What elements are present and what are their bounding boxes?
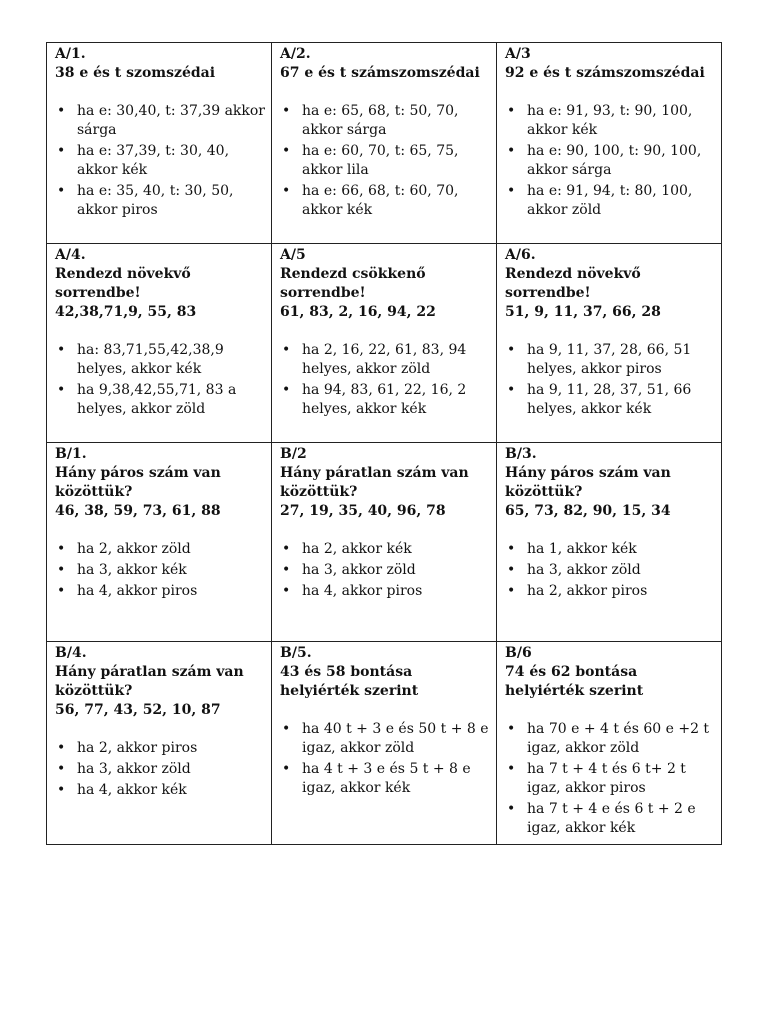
task-card	[47, 443, 272, 642]
answer-option: • ha: 83,71,55,42,38,9 helyes, akkor kék	[77, 341, 265, 379]
task-card	[47, 43, 272, 244]
answer-option: • ha 4, akkor piros	[302, 582, 490, 601]
answer-options-list	[505, 720, 715, 838]
card-row	[47, 443, 722, 642]
answer-options-list	[280, 341, 490, 419]
answer-option: • ha 9,38,42,55,71, 83 a helyes, akkor zöld	[77, 381, 265, 419]
answer-option: • ha 1, akkor kék	[527, 540, 715, 559]
answer-option: • ha e: 37,39, t: 30, 40, akkor kék	[77, 142, 265, 180]
answer-option: • ha 4, akkor kék	[77, 781, 265, 800]
card-task-text: 43 és 58 bontása helyiérték szerint	[280, 664, 419, 699]
answer-option: • ha 9, 11, 28, 37, 51, 66 helyes, akkor kék	[527, 381, 715, 419]
card-row	[47, 43, 722, 244]
card-task-text: Rendezd növekvő sorrendbe!	[55, 266, 191, 301]
task-card	[272, 642, 497, 845]
answer-options-list	[55, 102, 265, 220]
answer-options-list	[55, 739, 265, 800]
card-task-text: Hány páratlan szám van közöttük?	[55, 664, 244, 699]
task-card-table	[46, 42, 722, 845]
answer-option: • ha 7 t + 4 t és 6 t+ 2 t igaz, akkor piros	[527, 760, 715, 798]
card-code: B/2	[280, 446, 307, 462]
answer-option: • ha 7 t + 4 e és 6 t + 2 e igaz, akkor kék	[527, 800, 715, 838]
answer-option: • ha 3, akkor zöld	[527, 561, 715, 580]
answer-option: • ha 3, akkor zöld	[77, 760, 265, 779]
answer-option: • ha 70 e + 4 t és 60 e +2 t igaz, akkor zöld	[527, 720, 715, 758]
card-task-text: 51, 9, 11, 37, 66, 28	[505, 304, 661, 320]
task-card	[272, 43, 497, 244]
card-task-text: 38 e és t szomszédai	[55, 65, 216, 81]
card-code: A/5	[280, 247, 306, 263]
answer-options-list	[55, 540, 265, 601]
card-task-text: Hány páros szám van közöttük?	[55, 465, 221, 500]
card-code: B/6	[505, 645, 532, 661]
task-card	[47, 244, 272, 443]
task-card	[497, 443, 722, 642]
answer-option: • ha 2, akkor kék	[302, 540, 490, 559]
card-task-text: Rendezd növekvő sorrendbe!	[505, 266, 641, 301]
task-card	[497, 43, 722, 244]
answer-option: • ha e: 91, 93, t: 90, 100, akkor kék	[527, 102, 715, 140]
card-code: A/6.	[505, 247, 536, 263]
answer-option: • ha e: 35, 40, t: 30, 50, akkor piros	[77, 182, 265, 220]
answer-option: • ha 94, 83, 61, 22, 16, 2 helyes, akkor kék	[302, 381, 490, 419]
card-row	[47, 642, 722, 845]
card-task-text: Hány páratlan szám van közöttük?	[280, 465, 469, 500]
card-task-text: Hány páros szám van közöttük?	[505, 465, 671, 500]
card-row	[47, 244, 722, 443]
answer-option: • ha 2, akkor piros	[77, 739, 265, 758]
card-code: A/4.	[55, 247, 86, 263]
answer-options-list	[505, 341, 715, 419]
task-card	[497, 244, 722, 443]
answer-option: • ha e: 66, 68, t: 60, 70, akkor kék	[302, 182, 490, 220]
answer-options-list	[280, 102, 490, 220]
card-code: B/5.	[280, 645, 312, 661]
answer-option: • ha 3, akkor kék	[77, 561, 265, 580]
answer-options-list	[280, 540, 490, 601]
card-code: A/1.	[55, 46, 86, 62]
card-task-text: 67 e és t számszomszédai	[280, 65, 480, 81]
answer-options-list	[55, 341, 265, 419]
answer-option: • ha e: 65, 68, t: 50, 70, akkor sárga	[302, 102, 490, 140]
answer-option: • ha e: 91, 94, t: 80, 100, akkor zöld	[527, 182, 715, 220]
card-task-text: 92 e és t számszomszédai	[505, 65, 705, 81]
answer-option: • ha 2, akkor zöld	[77, 540, 265, 559]
answer-option: • ha 40 t + 3 e és 50 t + 8 e igaz, akkor zöld	[302, 720, 490, 758]
answer-options-list	[505, 540, 715, 601]
answer-option: • ha e: 90, 100, t: 90, 100, akkor sárga	[527, 142, 715, 180]
card-task-text: 56, 77, 43, 52, 10, 87	[55, 702, 221, 718]
card-code: B/3.	[505, 446, 537, 462]
card-task-text: 61, 83, 2, 16, 94, 22	[280, 304, 436, 320]
task-card	[497, 642, 722, 845]
card-code: B/1.	[55, 446, 87, 462]
answer-option: • ha 4, akkor piros	[77, 582, 265, 601]
answer-option: • ha 2, akkor piros	[527, 582, 715, 601]
task-card-body	[47, 43, 722, 845]
answer-options-list	[280, 720, 490, 798]
task-card	[47, 642, 272, 845]
card-task-text: 46, 38, 59, 73, 61, 88	[55, 503, 221, 519]
answer-option: • ha 9, 11, 37, 28, 66, 51 helyes, akkor piros	[527, 341, 715, 379]
answer-option: • ha e: 60, 70, t: 65, 75, akkor lila	[302, 142, 490, 180]
card-task-text: 27, 19, 35, 40, 96, 78	[280, 503, 446, 519]
answer-options-list	[505, 102, 715, 220]
card-code: A/2.	[280, 46, 311, 62]
card-task-text: 74 és 62 bontása helyiérték szerint	[505, 664, 644, 699]
answer-option: • ha 3, akkor zöld	[302, 561, 490, 580]
answer-option: • ha 4 t + 3 e és 5 t + 8 e igaz, akkor kék	[302, 760, 490, 798]
task-card	[272, 443, 497, 642]
card-task-text: Rendezd csökkenő sorrendbe!	[280, 266, 426, 301]
card-task-text: 42,38,71,9, 55, 83	[55, 304, 197, 320]
card-task-text: 65, 73, 82, 90, 15, 34	[505, 503, 671, 519]
answer-option: • ha 2, 16, 22, 61, 83, 94 helyes, akkor zöld	[302, 341, 490, 379]
card-code: A/3	[505, 46, 531, 62]
card-code: B/4.	[55, 645, 87, 661]
task-card	[272, 244, 497, 443]
answer-option: • ha e: 30,40, t: 37,39 akkor sárga	[77, 102, 265, 140]
